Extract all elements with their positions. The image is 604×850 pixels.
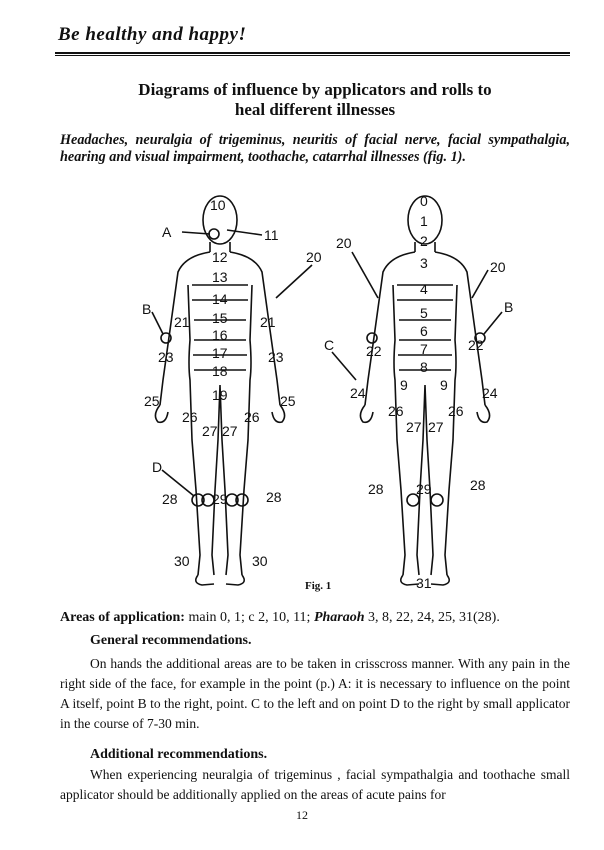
front-label-25-right: 25 <box>280 393 296 409</box>
front-label-25-left: 25 <box>144 393 160 409</box>
back-label-6: 6 <box>420 323 428 339</box>
back-point-c <box>367 333 377 343</box>
back-legs-inner <box>417 385 433 575</box>
back-label-9-left: 9 <box>400 377 408 393</box>
back-label-c: C <box>324 337 335 353</box>
front-label-16: 16 <box>212 327 228 343</box>
front-label-13: 13 <box>212 269 228 285</box>
body-diagram-svg <box>130 190 530 595</box>
front-legs-inner <box>212 385 228 575</box>
back-label-20-left: 20 <box>336 235 352 251</box>
front-label-d: D <box>152 459 163 475</box>
back-label-b: B <box>504 299 514 315</box>
back-label-9-right: 9 <box>440 377 448 393</box>
page-title <box>60 80 570 120</box>
general-recommendations-heading: General recommendations. <box>90 633 252 648</box>
front-label-26-right: 26 <box>244 409 260 425</box>
additional-recommendations-text: When experiencing neuralgia of trigeminus , facial sympathalgia and toothache small applicator should be additionally applied on the areas of acute pains for <box>60 767 570 802</box>
leader-b-front <box>152 312 163 334</box>
back-label-27-left: 27 <box>406 419 422 435</box>
areas-pharaoh-text: 3, 8, 22, 24, 25, 31(28). <box>368 610 500 625</box>
front-label-14: 14 <box>212 291 228 307</box>
back-label-22-right: 22 <box>468 337 484 353</box>
back-label-24-right: 24 <box>482 385 498 401</box>
front-label-20: 20 <box>306 249 322 265</box>
areas-pharaoh-label: Pharaoh <box>313 610 365 625</box>
front-label-10: 10 <box>210 197 226 213</box>
front-feet <box>196 575 245 585</box>
front-label-23-right: 23 <box>268 349 284 365</box>
leader-c <box>332 352 356 380</box>
additional-recommendations-heading: Additional recommendations. <box>90 747 268 762</box>
back-label-1: 1 <box>420 213 428 229</box>
areas-main-text: main 0, 1; c 2, 10, 11; <box>188 610 311 625</box>
front-label-15: 15 <box>212 310 228 326</box>
back-label-4: 4 <box>420 281 428 297</box>
front-label-a: A <box>162 224 172 240</box>
front-label-30-left: 30 <box>174 553 190 569</box>
areas-label: Areas of application: <box>60 610 185 625</box>
back-label-20-right: 20 <box>490 259 506 275</box>
leader-11 <box>227 230 262 235</box>
back-label-31: 31 <box>416 575 432 591</box>
subtitle: Headaches, neuralgia of trigeminus, neuritis of facial nerve, facial sympathalgia, hearing and visual impairment, toothache, catarrhal illnesses (fig. 1). <box>60 132 570 165</box>
front-label-19: 19 <box>212 387 228 403</box>
back-label-0: 0 <box>420 193 428 209</box>
front-label-12: 12 <box>212 249 228 265</box>
page-title-line-2: heal different illnesses <box>234 100 396 119</box>
leader-20-front <box>276 265 312 298</box>
back-label-27-right: 27 <box>428 419 444 435</box>
front-point-a <box>209 229 219 239</box>
header-rule <box>55 52 570 54</box>
back-label-2: 2 <box>420 233 428 249</box>
front-label-21-left: 21 <box>174 314 190 330</box>
figure-body-diagram <box>130 190 530 595</box>
running-header: Be healthy and happy! <box>58 24 247 45</box>
leader-b-back <box>484 312 502 334</box>
front-label-28-right: 28 <box>266 489 282 505</box>
page-title-line-1: Diagrams of influence by applicators and rolls to <box>138 80 492 99</box>
front-label-29: 29 <box>212 491 228 507</box>
back-knee-right <box>431 494 443 506</box>
front-label-26-left: 26 <box>182 409 198 425</box>
back-label-24-left: 24 <box>350 385 366 401</box>
front-label-18: 18 <box>212 363 228 379</box>
back-label-22-left: 22 <box>366 343 382 359</box>
front-label-11: 11 <box>264 227 279 243</box>
back-label-8: 8 <box>420 359 428 375</box>
front-label-21-right: 21 <box>260 314 276 330</box>
front-label-27-right: 27 <box>222 423 238 439</box>
leader-20-back-right <box>472 270 488 298</box>
back-label-28-left: 28 <box>368 481 384 497</box>
front-label-28-left: 28 <box>162 491 178 507</box>
general-recommendations-text: On hands the additional areas are to be taken in crisscross manner. With any pain in the right side of the face, for example in the point (p.) A: it is necessary to influence on the point A itself, point B to the right, point. C to the left and on point D to the right by small applicator in the course of 7-30 min. <box>60 656 570 731</box>
back-label-26-right: 26 <box>448 403 464 419</box>
figure-caption: Fig. 1 <box>305 580 332 592</box>
back-label-26-left: 26 <box>388 403 404 419</box>
back-label-29: 29 <box>416 481 432 497</box>
front-label-17: 17 <box>212 345 228 361</box>
front-figure <box>152 196 312 585</box>
leader-20-back-left <box>352 252 378 298</box>
back-label-5: 5 <box>420 305 428 321</box>
page-number: 12 <box>296 808 308 822</box>
back-hands <box>360 405 489 422</box>
front-label-30-right: 30 <box>252 553 268 569</box>
front-label-b: B <box>142 301 152 317</box>
back-label-7: 7 <box>420 341 428 357</box>
back-label-3: 3 <box>420 255 428 271</box>
back-label-28-right: 28 <box>470 477 486 493</box>
areas-of-application <box>60 609 500 626</box>
front-label-23-left: 23 <box>158 349 174 365</box>
front-hands <box>155 405 284 422</box>
front-label-27-left: 27 <box>202 423 218 439</box>
header-rule-thin <box>55 55 570 56</box>
